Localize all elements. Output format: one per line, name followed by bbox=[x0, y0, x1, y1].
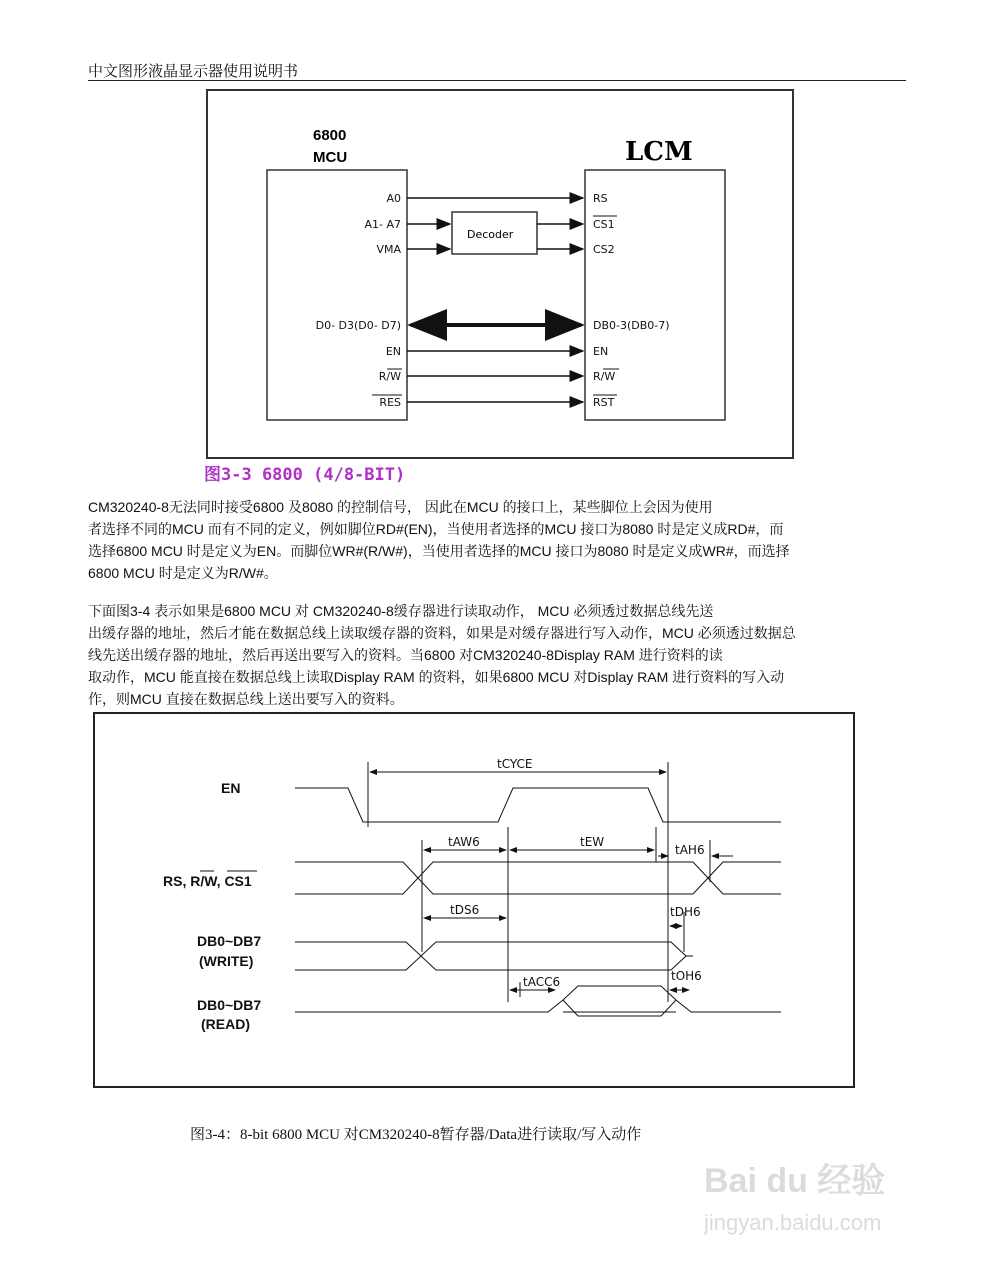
timing-taw6: tAW6 bbox=[448, 835, 480, 849]
signal-rs-rw-cs1: RS, R/W, CS1 bbox=[163, 873, 252, 889]
lcm-pin-rs: RS bbox=[593, 192, 608, 205]
timing-tds6: tDS6 bbox=[450, 903, 480, 917]
lcm-pin-cs2: CS2 bbox=[593, 243, 615, 256]
timing-diagram bbox=[93, 712, 857, 1092]
lcm-pin-rst: RST bbox=[593, 396, 615, 409]
header-rule bbox=[88, 80, 906, 81]
figure2-caption: 图3-4：8-bit 6800 MCU 对CM320240-8暂存器/Data进行读取/写入动作 bbox=[190, 1127, 642, 1143]
mcu-pin-data: D0- D3(D0- D7) bbox=[315, 319, 401, 332]
mcu-pin-a1a7: A1- A7 bbox=[364, 218, 401, 231]
timing-tcyce: tCYCE bbox=[497, 757, 533, 771]
timing-tah6: tAH6 bbox=[675, 843, 705, 857]
mcu-pin-vma: VMA bbox=[376, 243, 401, 256]
mcu-pin-res: RES bbox=[379, 396, 401, 409]
baidu-watermark bbox=[700, 1150, 940, 1250]
lcm-pin-cs1: CS1 bbox=[593, 218, 615, 231]
signal-db-read-sub: (READ) bbox=[201, 1016, 250, 1032]
lcm-pin-rw: R/W bbox=[593, 370, 616, 383]
paragraph-1-line: CM320240-8无法同时接受6800 及8080 的控制信号， 因此在MCU 的接口上，某些脚位上会因为使用 bbox=[88, 499, 713, 515]
signal-db-read: DB0~DB7 bbox=[197, 997, 262, 1013]
timing-tacc6: tACC6 bbox=[523, 975, 561, 989]
mcu-label-line2: MCU bbox=[313, 149, 348, 166]
figure1-caption: 图3-3 6800 (4/8-BIT) bbox=[204, 465, 406, 485]
page-header: 中文图形液晶显示器使用说明书 bbox=[88, 62, 299, 80]
signal-db-write: DB0~DB7 bbox=[197, 933, 262, 949]
mcu-label-line1: 6800 bbox=[313, 127, 347, 144]
paragraph-2-line: 线先送出缓存器的地址，然后再送出要写入的资料。当6800 对CM320240-8Display RAM 进行资料的读 bbox=[88, 647, 723, 663]
mcu-lcm-interface-diagram bbox=[205, 88, 797, 460]
paragraph-2-line: 作，则MCU 直接在数据总线上送出要写入的资料。 bbox=[88, 691, 404, 707]
signal-en: EN bbox=[221, 780, 241, 796]
paragraph-1-line: 者选择不同的MCU 而有不同的定义，例如脚位RD#(EN)，当使用者选择的MCU 接口为8080 时是定义成RD#，而 bbox=[88, 521, 784, 537]
paragraph-1-line: 选择6800 MCU 时是定义为EN。而脚位WR#(R/W#)，当使用者选择的MCU 接口为8080 时是定义成WR#，而选择 bbox=[88, 543, 790, 559]
lcm-label: LCM bbox=[625, 137, 693, 167]
lcm-pin-data: DB0-3(DB0-7) bbox=[593, 319, 670, 332]
paragraph-2-line: 取动作，MCU 能直接在数据总线上读取Display RAM 的资料，如果6800 MCU 对Display RAM 进行资料的写入动 bbox=[88, 669, 785, 685]
timing-tew: tEW bbox=[580, 835, 605, 849]
mcu-pin-en: EN bbox=[385, 345, 401, 358]
timing-tdh6: tDH6 bbox=[670, 905, 701, 919]
paragraph-2-line: 出缓存器的地址，然后才能在数据总线上读取缓存器的资料，如果是对缓存器进行写入动作，MCU 必须透过数据总 bbox=[88, 625, 796, 641]
signal-db-write-sub: (WRITE) bbox=[199, 953, 254, 969]
timing-toh6: tOH6 bbox=[671, 969, 702, 983]
mcu-pin-a0: A0 bbox=[386, 192, 401, 205]
paragraph-2-line: 下面图3-4 表示如果是6800 MCU 对 CM320240-8缓存器进行读取动作， MCU 必须透过数据总线先送 bbox=[88, 603, 714, 619]
paragraph-1 bbox=[88, 496, 904, 584]
paragraph-2 bbox=[88, 600, 904, 710]
watermark-url: jingyan.baidu.com bbox=[704, 1210, 882, 1235]
paragraph-1-line: 6800 MCU 时是定义为R/W#。 bbox=[88, 565, 278, 581]
decoder-label: Decoder bbox=[467, 228, 514, 241]
watermark-brand: Bai du 经验 bbox=[704, 1162, 886, 1200]
mcu-pin-rw: R/W bbox=[378, 370, 401, 383]
lcm-pin-en: EN bbox=[593, 345, 609, 358]
